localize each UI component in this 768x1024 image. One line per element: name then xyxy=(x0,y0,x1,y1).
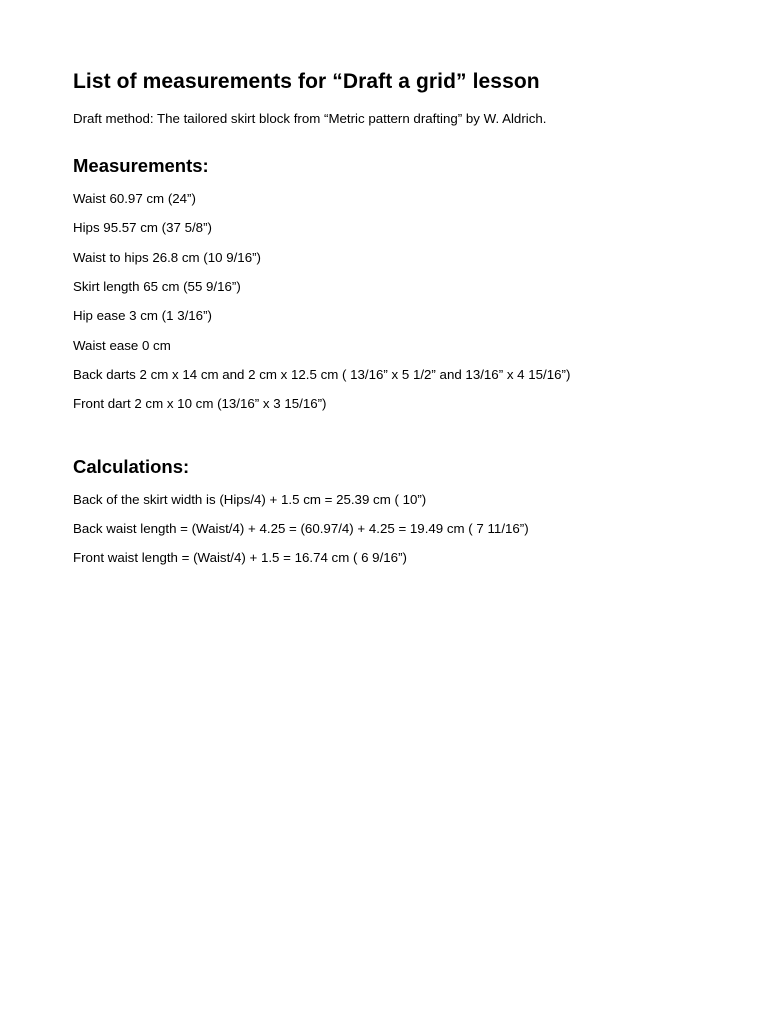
calculation-item-back-width: Back of the skirt width is (Hips/4) + 1.5 cm = 25.39 cm ( 10”) xyxy=(73,492,427,507)
measurement-item-skirt-length: Skirt length 65 cm (55 9/16”) xyxy=(73,279,241,294)
calculations-heading: Calculations: xyxy=(73,456,190,477)
measurement-item-front-dart: Front dart 2 cm x 10 cm (13/16” x 3 15/16”) xyxy=(73,396,327,411)
measurement-item-hips: Hips 95.57 cm (37 5/8”) xyxy=(73,220,212,235)
draft-method-text: Draft method: The tailored skirt block from “Metric pattern drafting” by W. Aldrich. xyxy=(73,111,547,126)
page-title: List of measurements for “Draft a grid” lesson xyxy=(73,70,540,93)
measurement-item-waist-to-hips: Waist to hips 26.8 cm (10 9/16”) xyxy=(73,250,261,265)
measurement-item-hip-ease: Hip ease 3 cm (1 3/16”) xyxy=(73,308,212,323)
measurement-item-back-darts: Back darts 2 cm x 14 cm and 2 cm x 12.5 cm ( 13/16” x 5 1/2” and 13/16” x 4 15/16”) xyxy=(73,367,571,382)
calculation-item-back-waist-length: Back waist length = (Waist/4) + 4.25 = (60.97/4) + 4.25 = 19.49 cm ( 7 11/16”) xyxy=(73,521,529,536)
measurements-heading: Measurements: xyxy=(73,155,209,176)
calculation-item-front-waist-length: Front waist length = (Waist/4) + 1.5 = 16.74 cm ( 6 9/16”) xyxy=(73,550,407,565)
measurement-item-waist-ease: Waist ease 0 cm xyxy=(73,338,171,353)
measurement-item-waist: Waist 60.97 cm (24”) xyxy=(73,191,196,206)
